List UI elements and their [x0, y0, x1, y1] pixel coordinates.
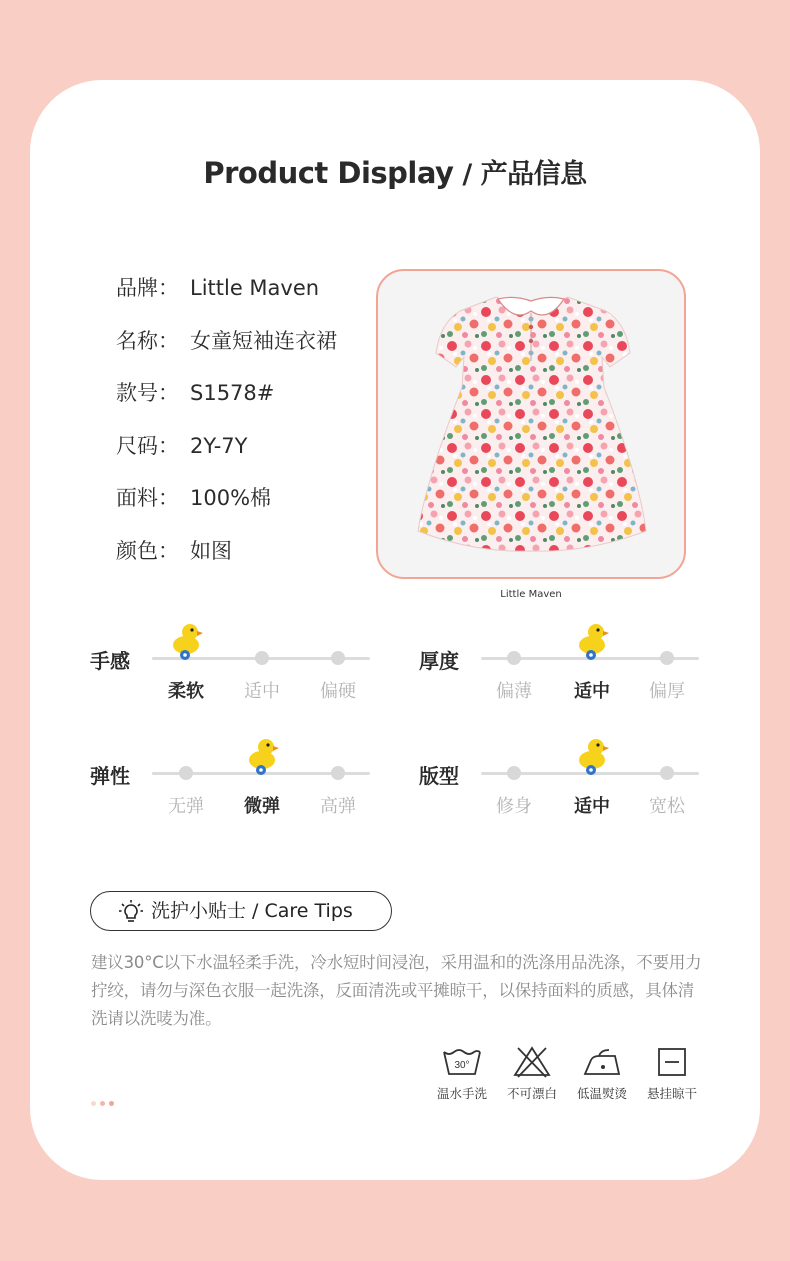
meter-option: 微弹: [244, 796, 280, 817]
no-bleach-icon: [511, 1046, 553, 1078]
spec-size: 尺码： 2Y-7Y: [116, 433, 248, 458]
title-sep: /: [453, 159, 481, 190]
care-tips-pill: [90, 891, 392, 931]
hand-wash-icon: [441, 1046, 483, 1078]
spec-color: 颜色： 如图: [116, 538, 232, 563]
care-label: 不可漂白: [506, 1086, 557, 1101]
meter-dot: [660, 766, 674, 780]
duck-indicator-icon: [170, 621, 204, 661]
dot: [91, 1101, 96, 1106]
meter-dot: [255, 651, 269, 665]
lightbulb-icon: [119, 900, 143, 924]
duck-indicator-icon: [246, 736, 280, 776]
photo-brand-caption: Little Maven: [500, 589, 562, 600]
spec-name: 名称： 女童短袖连衣裙: [116, 328, 337, 353]
care-item-hang-dry: [637, 1046, 707, 1102]
meter-elasticity: [90, 760, 380, 890]
decorative-dots: [91, 1091, 118, 1110]
meter-option: 偏硬: [320, 681, 356, 702]
meter-option: 偏薄: [496, 681, 532, 702]
meter-option: 适中: [574, 796, 610, 817]
meter-fit: [419, 760, 709, 890]
spec-brand: 品牌： Little Maven: [116, 276, 320, 300]
spec-fabric: 面料： 100%棉: [116, 486, 272, 510]
meter-dot: [660, 651, 674, 665]
hang-dry-icon: [651, 1046, 693, 1078]
svg-text:30°: 30°: [454, 1060, 470, 1071]
care-label: 温水手洗: [436, 1086, 487, 1101]
care-tips-label: 洗护小贴士 / Care Tips: [151, 900, 353, 922]
dot: [109, 1101, 114, 1106]
title-en: Product Display: [203, 156, 454, 190]
care-label: 悬挂晾干: [646, 1086, 697, 1101]
meter-label: 厚度: [419, 649, 459, 673]
meter-option: 偏厚: [649, 681, 685, 702]
meter-option: 柔软: [168, 681, 204, 702]
meter-hand-feel: [90, 645, 380, 775]
meter-dot: [179, 766, 193, 780]
care-item-low-iron: [567, 1046, 637, 1102]
spec-list: [116, 270, 337, 585]
dot: [100, 1101, 105, 1106]
duck-indicator-icon: [576, 736, 610, 776]
meter-dot: [507, 766, 521, 780]
care-tips-text: 建议30°C以下水温轻柔手洗，冷水短时间浸泡，采用温和的洗涤用品洗涤，不要用力拧绞，请勿与深色衣服一起洗涤，反面清洗或平摊晾干，以保持面料的质感，具体清洗请以洗唛为准。: [91, 953, 702, 1028]
meter-label: 弹性: [90, 764, 130, 788]
meter-option: 高弹: [320, 796, 356, 817]
page-title: [0, 152, 790, 191]
title-cn: 产品信息: [480, 159, 587, 190]
duck-indicator-icon: [576, 621, 610, 661]
meter-thickness: [419, 645, 709, 775]
meter-option: 无弹: [168, 796, 204, 817]
meter-dot: [507, 651, 521, 665]
meter-dot: [331, 766, 345, 780]
meter-label: 版型: [419, 764, 459, 788]
meter-option: 修身: [496, 796, 532, 817]
meter-option: 适中: [244, 681, 280, 702]
spec-style-no: 款号： S1578#: [116, 381, 275, 405]
product-photo: [376, 269, 686, 579]
low-iron-icon: [581, 1046, 623, 1078]
care-item-hand-wash: [427, 1046, 497, 1102]
meter-option: 宽松: [649, 796, 685, 817]
meter-label: 手感: [90, 649, 130, 673]
meter-option: 适中: [574, 681, 610, 702]
meter-dot: [331, 651, 345, 665]
care-item-no-bleach: [497, 1046, 567, 1102]
dress-illustration: [378, 271, 684, 577]
care-label: 低温熨烫: [576, 1086, 627, 1101]
